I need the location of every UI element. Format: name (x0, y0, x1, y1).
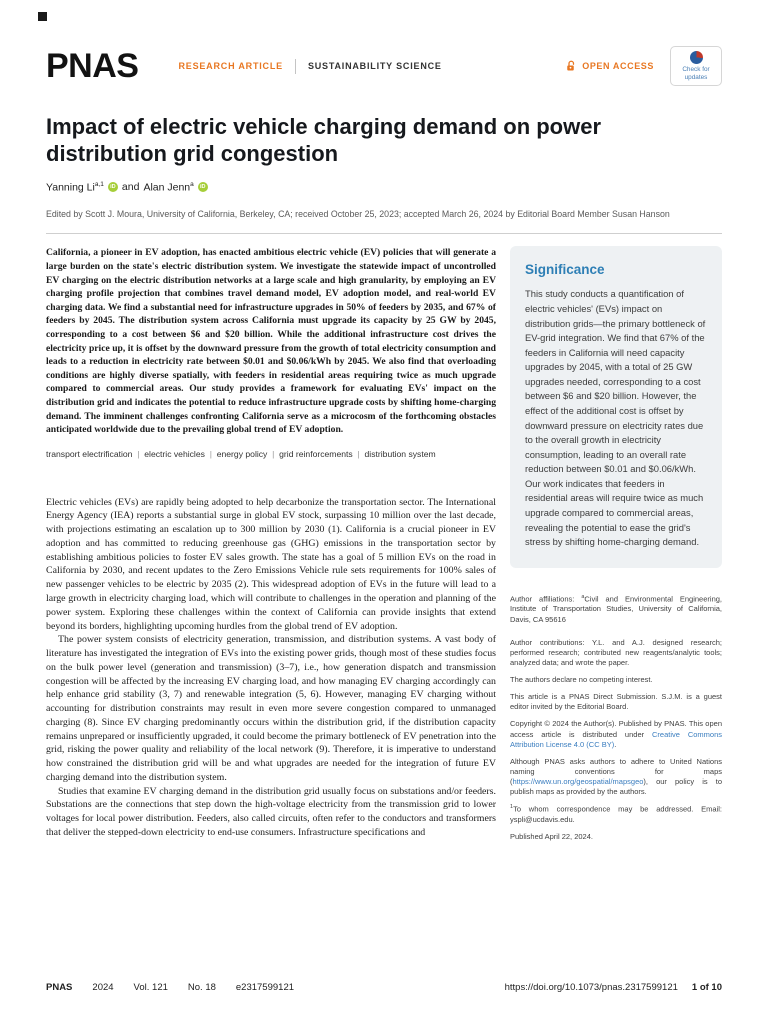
significance-box (510, 246, 722, 567)
body-paragraph-3: Studies that examine EV charging demand in the distribution grid usually focus on substations and/or feeders. Substations are the connections that step down the high-voltage electricity from the transmission grid to lower voltages for local power distribution. Feeders, also called circuits, often refer to the conductors and transformers that deliver the stepped-down electricity to end-use consumers. Infrastructure specifications and (46, 785, 496, 838)
keyword: energy policy | (217, 449, 279, 459)
check-updates-label-1: Check for (682, 66, 710, 73)
significance-text: This study conducts a quantification of electric vehicles' (EVs) impact on distribution grids—the primary bottleneck of EV-grid integration. We find that 67% of the feeders in California will need capacity upgrades by 2045, with a total of 25 GW upgrades needed, corresponding to a cost between $6 and $20 billion. However, the effect of the additional cost is offset by downward pressure on electricity rates due to the overall growth in electricity consumption, leading to an overall rate reduction between $0.01 and $0.06/kWh. Our work indicates that feeders in residential areas will require twice as much upgrade compared to commercial areas, revealing the potential to ease the grid's stress by shifting home-charging demand. (525, 288, 706, 548)
published-date: Published April 22, 2024. (510, 832, 593, 841)
keyword: grid reinforcements | (279, 449, 364, 459)
direct-submission-statement: This article is a PNAS Direct Submission. S.J.M. is a guest editor invited by the Editorial Board. (510, 692, 722, 712)
orcid-icon-author-2[interactable]: iD (198, 182, 208, 192)
masthead (46, 0, 722, 86)
un-maps-link[interactable]: https://www.un.org/geospatial/mapsgeo (512, 777, 644, 786)
section-label: SUSTAINABILITY SCIENCE (307, 61, 442, 71)
footer-number: No. 18 (187, 982, 216, 993)
author-1-affil-sup: a,1 (94, 180, 104, 188)
check-updates-label-2: updates (684, 74, 708, 81)
masthead-labels (178, 59, 441, 74)
body-paragraph-1: Electric vehicles (EVs) are rapidly being adopted to help decarbonize the transportation sector. The International Energy Agency (IEA) reports a substantial surge in global EV stock, surpassing 10 million over the last decade, with projections estimating an escalation up to 300 million by 2030 (1). California is a crucial pioneer in EV adoption and has committed to reducing greenhouse gas (GHG) emissions in the transportation sector by establishing ambitious policies to foster EV sales growth. The state has a goal of 5 million EVs on the road in California by 2030, and recent updates to the Zero Emissions Vehicle rule sets requirements for 100% sales of new passenger vehicles to be electric by 2035 (2). This widespread adoption of EVs in the future will lead to a large growth in electricity charging load, which will contribute to challenges in the operation and planning of the power system. Exploring these challenges within the context of California can provide insights that extend beyond its borders, highlighting upcoming hurdles from the global trend of EV adoption. (46, 496, 496, 632)
copyright-statement: Copyright © 2024 the Author(s). Published by PNAS. This open access article is distributed under Creative Commons Attribution License 4.0 (CC BY). (510, 719, 723, 749)
crossmark-icon (690, 51, 703, 64)
keyword: electric vehicles | (144, 449, 216, 459)
footnotes (510, 594, 722, 842)
open-access-label: OPEN ACCESS (582, 61, 654, 71)
page-footer (46, 982, 722, 993)
main-column (46, 246, 496, 849)
header-divider (46, 233, 722, 234)
correspondence-note: $^1$To whom correspondence may be addressed. Email: yspli@ucdavis.edu. (510, 804, 722, 824)
pnas-logo: PNAS (46, 47, 139, 85)
open-access-link[interactable] (565, 60, 654, 72)
keyword: transport electrification | (46, 449, 144, 459)
abstract: California, a pioneer in EV adoption, has enacted ambitious electric vehicle (EV) policies that will generate a large burden on the state's electric distribution system. We investigate the statewide impact of uncontrolled EV charging on the electric distribution networks at a large scale and high granularity, by employing an EV charging profile projection that combines travel demand model, EV adoption model, and real-world EV charging data. We find a substantial need for infrastructure upgrades in 50% of feeders by 2035, and 67% of feeders by 2045. The distribution system across California must upgrade its capacity by 25 GW by 2045, corresponding to a cost between $6 and $20 billion. While the additional infrastructure cost drives the electricity price up, it is offset by the downward pressure from the growth of total electricity consumption and leads to a reduction in electricity rate between $0.01 and $0.06/kWh by 2045. We also find that overloading conditions are highly diverse spatially, with feeders in residential areas requiring twice as much upgrade compared to commercial areas. Our study provides a framework for evaluating EVs' impact on the distribution grid and indicates the potential to reduce infrastructure upgrade costs by shifting home-charging demand. The imminent challenges confronting California serve as a microcosm of the forthcoming obstacles anticipated worldwide due to the prevailing global trend of EV adoption. (46, 247, 496, 436)
article-type-label: RESEARCH ARTICLE (178, 61, 283, 71)
competing-interest-statement: The authors declare no competing interest. (510, 675, 653, 684)
footer-eid: e2317599121 (235, 982, 295, 993)
body-text (46, 496, 496, 840)
author-conjunction: and (121, 180, 140, 193)
open-lock-icon (565, 60, 577, 72)
author-affiliations: Author affiliations: $^a$Civil and Environmental Engineering, Institute of Transportation Studies, University of California, Davis, CA 95616 (510, 593, 722, 624)
footer-page-number: 1 of 10 (691, 982, 722, 993)
author-line (46, 181, 722, 194)
article-title: Impact of electric vehicle charging demand on power distribution grid congestion (46, 114, 602, 166)
maps-policy-statement: Although PNAS asks authors to adhere to United Nations naming conventions for maps (https://www.un.org/geospatial/mapsgeo), our policy is to publish maps as provided by the authors. (510, 756, 722, 797)
cc-by-license-link[interactable]: Creative Commons Attribution License 4.0 (CC BY) (510, 729, 723, 749)
body-paragraph-2: The power system consists of electricity generation, transmission, and distribution systems. A vast body of literature has investigated the integration of EVs into the existing power grids, though most of these studies focus on the bulk power level (generation and transmission) (3–7), i.e., how generation dispatch and transmission congestion will be affected by the increasing EV charging load, and how managing EV charging accordingly can help enhance grid stability (3, 7) and renewable integration (5, 6). However, managing EV charging without accounting for distribution constraints may result in even more severe congestion compared to unmanaged charging (8). Since EV charging predominantly occurs within the distribution grid, if the distribution capacity remains unprepared or insufficiently upgraded, it could become the primary bottleneck of EV penetration into the grid, risking the power quality and reliability of the local network (9). Therefore, it is imperative to understand how constrained the distribution grid will be and what upgrades are needed for the integration of future EV charging demand into the distribution system. (46, 634, 496, 783)
check-for-updates-badge[interactable] (670, 46, 722, 86)
significance-heading: Significance (525, 262, 605, 278)
footer-doi-link[interactable]: https://doi.org/10.1073/pnas.2317599121 (504, 982, 678, 993)
footer-right (505, 982, 722, 993)
masthead-divider (295, 59, 296, 74)
footer-year: 2024 (92, 982, 114, 993)
edited-by-line: Edited by Scott J. Moura, University of California, Berkeley, CA; received October 25, 2023; accepted March 26, 2024 by Editorial Board Member Susan Hanson (46, 209, 670, 220)
footer-volume: Vol. 121 (133, 982, 168, 993)
footer-journal: PNAS (46, 982, 73, 993)
affiliation-sup: a (581, 593, 585, 600)
sidebar-column (510, 246, 722, 849)
keyword: distribution system (364, 448, 436, 459)
author-contributions: Author contributions: Y.L. and A.J. designed research; performed research; contributed new reagents/analytic tools; analyzed data; and wrote the paper. (510, 637, 722, 667)
author-1: Yanning Li$^{a,1}$ (46, 180, 104, 194)
orcid-icon-author-1[interactable]: iD (108, 182, 118, 192)
keywords-line (46, 448, 496, 462)
author-2-affil-sup: a (190, 180, 194, 188)
page-corner-mark (38, 12, 47, 21)
masthead-right (565, 46, 722, 86)
correspondence-sup: 1 (510, 804, 514, 811)
content-columns (46, 246, 722, 849)
author-2: Alan Jenn$^a$ (143, 180, 194, 194)
